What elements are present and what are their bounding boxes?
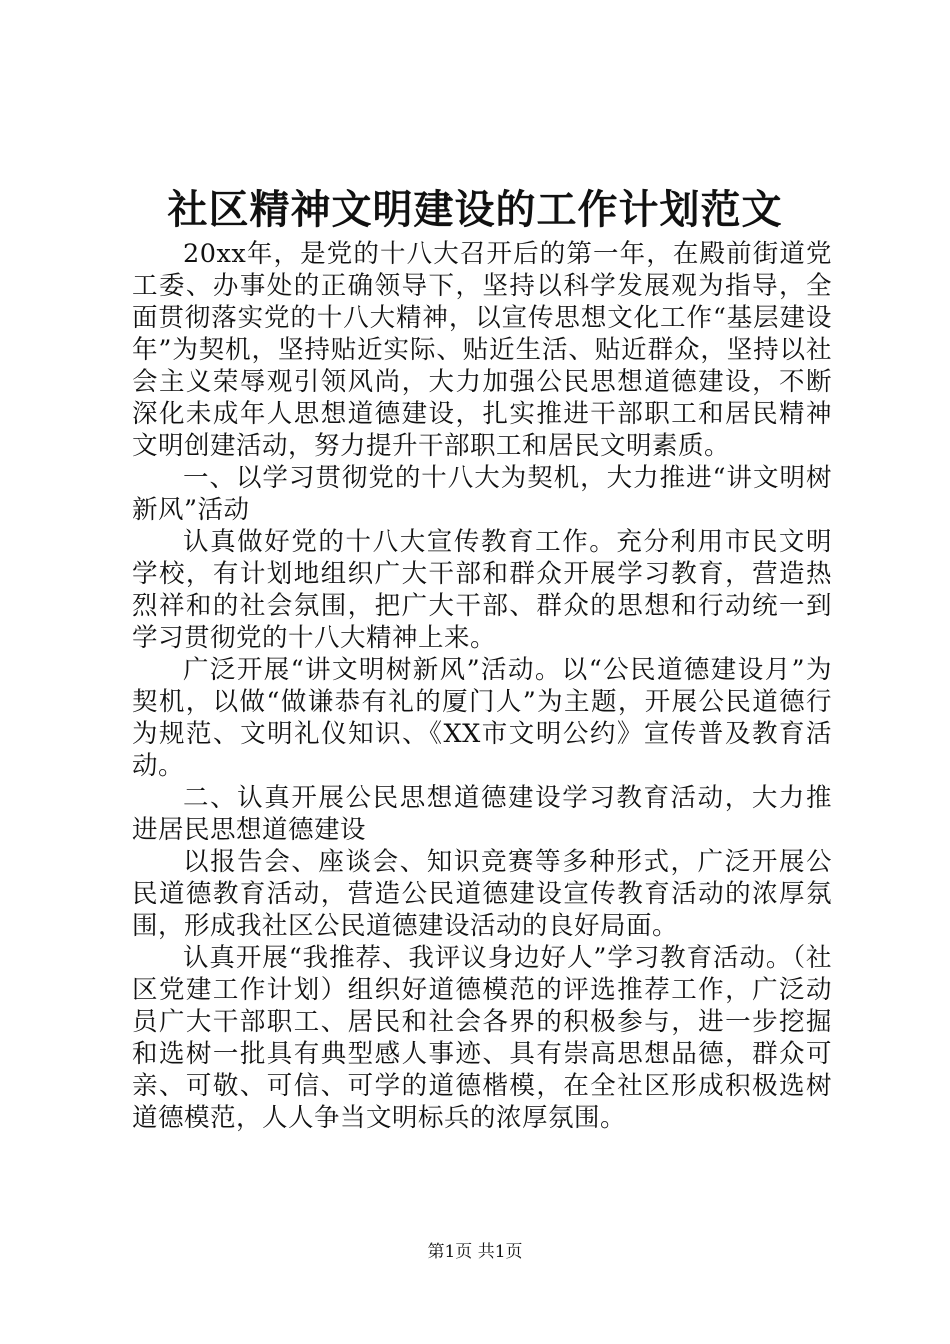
section-heading-1: 一、以学习贯彻党的十八大为契机，大力推进“讲文明树新风”活动: [132, 463, 832, 525]
page-number-footer: 第1页 共1页: [427, 1242, 523, 1262]
section-2-paragraph-2: 认真开展“我推荐、我评议身边好人”学习教育活动。（社区党建工作计划）组织好道德模范的评选推荐工作，广泛动员广大干部职工、居民和社会各界的积极参与，进一步挖掘和选树一批具有典型感人事迹、具有崇高思想品德，群众可亲、可敬、可信、可学的道德楷模，在全社区形成积极选树道德模范，人人争当文明标兵的浓厚氛围。: [132, 943, 832, 1133]
document-body: [132, 238, 832, 1134]
intro-paragraph: 20xx年，是党的十八大召开后的第一年，在殿前街道党工委、办事处的正确领导下，坚持以科学发展观为指导，全面贯彻落实党的十八大精神，以宣传思想文化工作“基层建设年”为契机，坚持贴近实际、贴近生活、贴近群众，坚持以社会主义荣辱观引领风尚，大力加强公民思想道德建设，不断深化未成年人思想道德建设，扎实推进干部职工和居民精神文明创建活动，努力提升干部职工和居民文明素质。: [132, 239, 832, 461]
section-1-paragraph-2: 广泛开展“讲文明树新风”活动。以“公民道德建设月”为契机，以做“做谦恭有礼的厦门人”为主题，开展公民道德行为规范、文明礼仪知识、《XX市文明公约》宣传普及教育活动。: [132, 655, 832, 781]
section-1-paragraph-1: 认真做好党的十八大宣传教育工作。充分利用市民文明学校，有计划地组织广大干部和群众开展学习教育，营造热烈祥和的社会氛围，把广大干部、群众的思想和行动统一到学习贯彻党的十八大精神上来。: [132, 527, 832, 653]
section-2-paragraph-1: 以报告会、座谈会、知识竞赛等多种形式，广泛开展公民道德教育活动，营造公民道德建设宣传教育活动的浓厚氛围，形成我社区公民道德建设活动的良好局面。: [132, 847, 832, 941]
document-title: 社区精神文明建设的工作计划范文: [167, 186, 783, 233]
section-heading-2: 二、认真开展公民思想道德建设学习教育活动，大力推进居民思想道德建设: [132, 783, 832, 845]
